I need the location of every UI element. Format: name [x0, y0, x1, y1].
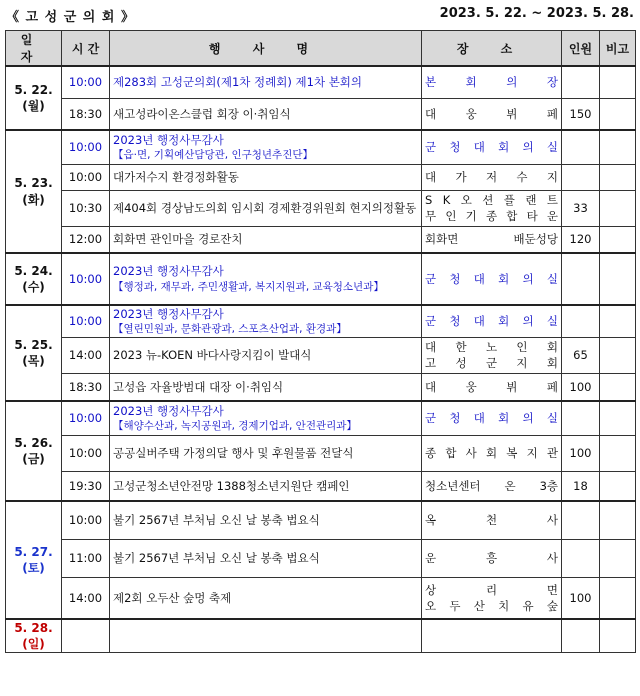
place-cell: 대 가 저 수 지 [422, 164, 562, 190]
event-title: 회화면 관인마을 경로잔치 [113, 232, 243, 247]
note-cell [600, 619, 636, 653]
time-cell: 10:30 [62, 190, 110, 226]
col-place-header: 장 소 [422, 31, 562, 67]
note-cell [600, 471, 636, 501]
date-cell [6, 305, 62, 401]
time-cell: 10:00 [62, 164, 110, 190]
event-title: 제283회 고성군의회(제1차 정례회) 제1차 본회의 [113, 75, 363, 90]
place-cell: S K 오 션 플 랜 트 무 인 기 종 합 타 운 [422, 190, 562, 226]
attendee-count-cell [562, 66, 600, 98]
attendee-count-cell: 18 [562, 471, 600, 501]
organization-title: 《 고 성 군 의 회 》 [6, 10, 135, 25]
event-departments: 【해양수산과, 녹지공원과, 경제기업과, 안전관리과】 [113, 419, 357, 432]
date-cell [6, 66, 62, 130]
date-cell [6, 619, 62, 653]
event-name-cell [110, 98, 422, 130]
event-title: 대가저수지 환경정화활동 [113, 169, 239, 184]
event-departments: 【행정과, 재무과, 주민생활과, 복지지원과, 교육청소년과】 [113, 280, 384, 293]
table-row [6, 130, 636, 164]
event-name-cell [110, 577, 422, 619]
date-cell [6, 130, 62, 253]
time-cell: 10:00 [62, 401, 110, 435]
place-cell: 군 청 대 회 의 실 [422, 253, 562, 305]
attendee-count-cell [562, 401, 600, 435]
event-title: 2023년 행정사무감사 [113, 403, 224, 418]
event-name-cell [110, 66, 422, 98]
table-row [6, 66, 636, 98]
attendee-count-cell [562, 253, 600, 305]
col-count-header: 인원 [562, 31, 600, 67]
place-cell: 청소년센터 온 3층 [422, 471, 562, 501]
date-label: 5. 28. [14, 621, 53, 635]
time-cell: 10:00 [62, 130, 110, 164]
attendee-count-cell [562, 164, 600, 190]
table-row [6, 226, 636, 253]
note-cell [600, 253, 636, 305]
note-cell [600, 373, 636, 401]
event-title: 불기 2567년 부처님 오신 날 봉축 법요식 [113, 513, 320, 528]
time-cell: 11:00 [62, 539, 110, 577]
event-title: 2023 뉴-KOEN 바다사랑지킴이 발대식 [113, 347, 312, 362]
time-cell: 19:30 [62, 471, 110, 501]
time-cell: 18:30 [62, 98, 110, 130]
attendee-count-cell [562, 305, 600, 337]
note-cell [600, 501, 636, 539]
note-cell [600, 98, 636, 130]
event-title: 2023년 행정사무감사 [113, 132, 224, 147]
time-cell: 18:30 [62, 373, 110, 401]
weekday-label: (금) [22, 452, 45, 466]
table-header-row [6, 31, 636, 67]
event-name-cell [110, 305, 422, 337]
table-row [6, 373, 636, 401]
note-cell [600, 337, 636, 373]
time-cell: 14:00 [62, 337, 110, 373]
event-name-cell [110, 190, 422, 226]
event-name-cell [110, 164, 422, 190]
event-departments: 【열린민원과, 문화관광과, 스포츠산업과, 환경과】 [113, 322, 347, 335]
place-cell: 군 청 대 회 의 실 [422, 305, 562, 337]
attendee-count-cell [562, 130, 600, 164]
time-cell: 10:00 [62, 501, 110, 539]
event-name-cell [110, 435, 422, 471]
place-cell: 대 웅 뷔 페 [422, 98, 562, 130]
attendee-count-cell: 100 [562, 373, 600, 401]
note-cell [600, 226, 636, 253]
event-title: 불기 2567년 부처님 오신 날 봉축 법요식 [113, 550, 320, 565]
col-note-header: 비고 [600, 31, 636, 67]
table-row [6, 337, 636, 373]
table-row [6, 253, 636, 305]
table-row [6, 619, 636, 653]
col-date-header: 일 자 [6, 31, 62, 67]
table-row [6, 501, 636, 539]
event-title: 고성군청소년안전망 1388청소년지원단 캠페인 [113, 478, 350, 493]
weekday-label: (화) [22, 192, 45, 207]
attendee-count-cell: 100 [562, 435, 600, 471]
table-row [6, 305, 636, 337]
place-cell: 본 회 의 장 [422, 66, 562, 98]
note-cell [600, 539, 636, 577]
note-cell [600, 130, 636, 164]
event-title: 2023년 행정사무감사 [113, 264, 224, 279]
schedule-body [6, 66, 636, 653]
table-row [6, 164, 636, 190]
table-row [6, 401, 636, 435]
event-name-cell [110, 471, 422, 501]
weekday-label: (토) [22, 561, 45, 575]
attendee-count-cell: 120 [562, 226, 600, 253]
weekday-label: (일) [22, 637, 45, 652]
attendee-count-cell [562, 619, 600, 653]
date-label: 5. 25. [14, 337, 53, 352]
event-title: 새고성라이온스클럽 회장 이·취임식 [113, 106, 291, 121]
event-name-cell [110, 373, 422, 401]
col-time-header: 시 간 [62, 31, 110, 67]
place-cell: 종 합 사 회 복 지 관 [422, 435, 562, 471]
event-name-cell [110, 253, 422, 305]
time-cell: 10:00 [62, 253, 110, 305]
place-cell: 대 한 노 인 회 고 성 군 지 회 [422, 337, 562, 373]
date-label: 5. 27. [14, 544, 53, 559]
time-cell: 10:00 [62, 305, 110, 337]
event-title: 2023년 행정사무감사 [113, 306, 224, 321]
event-title: 공공실버주택 가정의달 행사 및 후원물품 전달식 [113, 445, 354, 460]
table-row [6, 471, 636, 501]
date-cell [6, 501, 62, 619]
attendee-count-cell [562, 539, 600, 577]
attendee-count-cell: 33 [562, 190, 600, 226]
time-cell: 10:00 [62, 435, 110, 471]
weekday-label: (목) [22, 354, 45, 368]
date-cell [6, 253, 62, 305]
event-name-cell [110, 401, 422, 435]
place-cell: 옥 천 사 [422, 501, 562, 539]
schedule-table [5, 30, 636, 653]
time-cell [62, 619, 110, 653]
place-cell: 대 웅 뷔 페 [422, 373, 562, 401]
place-cell: 군 청 대 회 의 실 [422, 401, 562, 435]
note-cell [600, 435, 636, 471]
table-row [6, 539, 636, 577]
weekday-label: (수) [22, 280, 45, 294]
note-cell [600, 164, 636, 190]
note-cell [600, 190, 636, 226]
table-row [6, 98, 636, 130]
date-label: 5. 23. [14, 176, 53, 191]
place-cell: 군 청 대 회 의 실 [422, 130, 562, 164]
time-cell: 14:00 [62, 577, 110, 619]
document-header [0, 4, 640, 26]
time-cell: 12:00 [62, 226, 110, 253]
date-cell [6, 401, 62, 501]
event-name-cell [110, 337, 422, 373]
note-cell [600, 401, 636, 435]
date-label: 5. 22. [14, 82, 53, 97]
table-row [6, 190, 636, 226]
col-event-header: 행 사 명 [110, 31, 422, 67]
event-name-cell [110, 130, 422, 164]
event-name-cell [110, 501, 422, 539]
table-row [6, 435, 636, 471]
event-name-cell [110, 619, 422, 653]
attendee-count-cell: 100 [562, 577, 600, 619]
event-name-cell [110, 226, 422, 253]
place-cell [422, 619, 562, 653]
event-title: 제2회 오두산 숲멍 축제 [113, 590, 232, 605]
table-row [6, 577, 636, 619]
place-cell: 운 흥 사 [422, 539, 562, 577]
time-cell: 10:00 [62, 66, 110, 98]
attendee-count-cell: 65 [562, 337, 600, 373]
place-cell: 회화면 배둔성당 [422, 226, 562, 253]
event-departments: 【읍·면, 기획예산담당관, 인구청년추진단】 [113, 148, 313, 161]
event-title: 제404회 경상남도의회 임시회 경제환경위원회 현지의정활동 [113, 200, 417, 215]
weekday-label: (월) [22, 99, 45, 113]
event-title: 고성읍 자율방범대 대장 이·취임식 [113, 379, 284, 394]
date-label: 5. 24. [14, 263, 53, 278]
place-cell: 상 리 면 오 두 산 치 유 숲 [422, 577, 562, 619]
date-label: 5. 26. [14, 435, 53, 450]
note-cell [600, 66, 636, 98]
schedule-period: 2023. 5. 22. ~ 2023. 5. 28. [439, 6, 634, 21]
note-cell [600, 577, 636, 619]
event-name-cell [110, 539, 422, 577]
attendee-count-cell: 150 [562, 98, 600, 130]
note-cell [600, 305, 636, 337]
attendee-count-cell [562, 501, 600, 539]
